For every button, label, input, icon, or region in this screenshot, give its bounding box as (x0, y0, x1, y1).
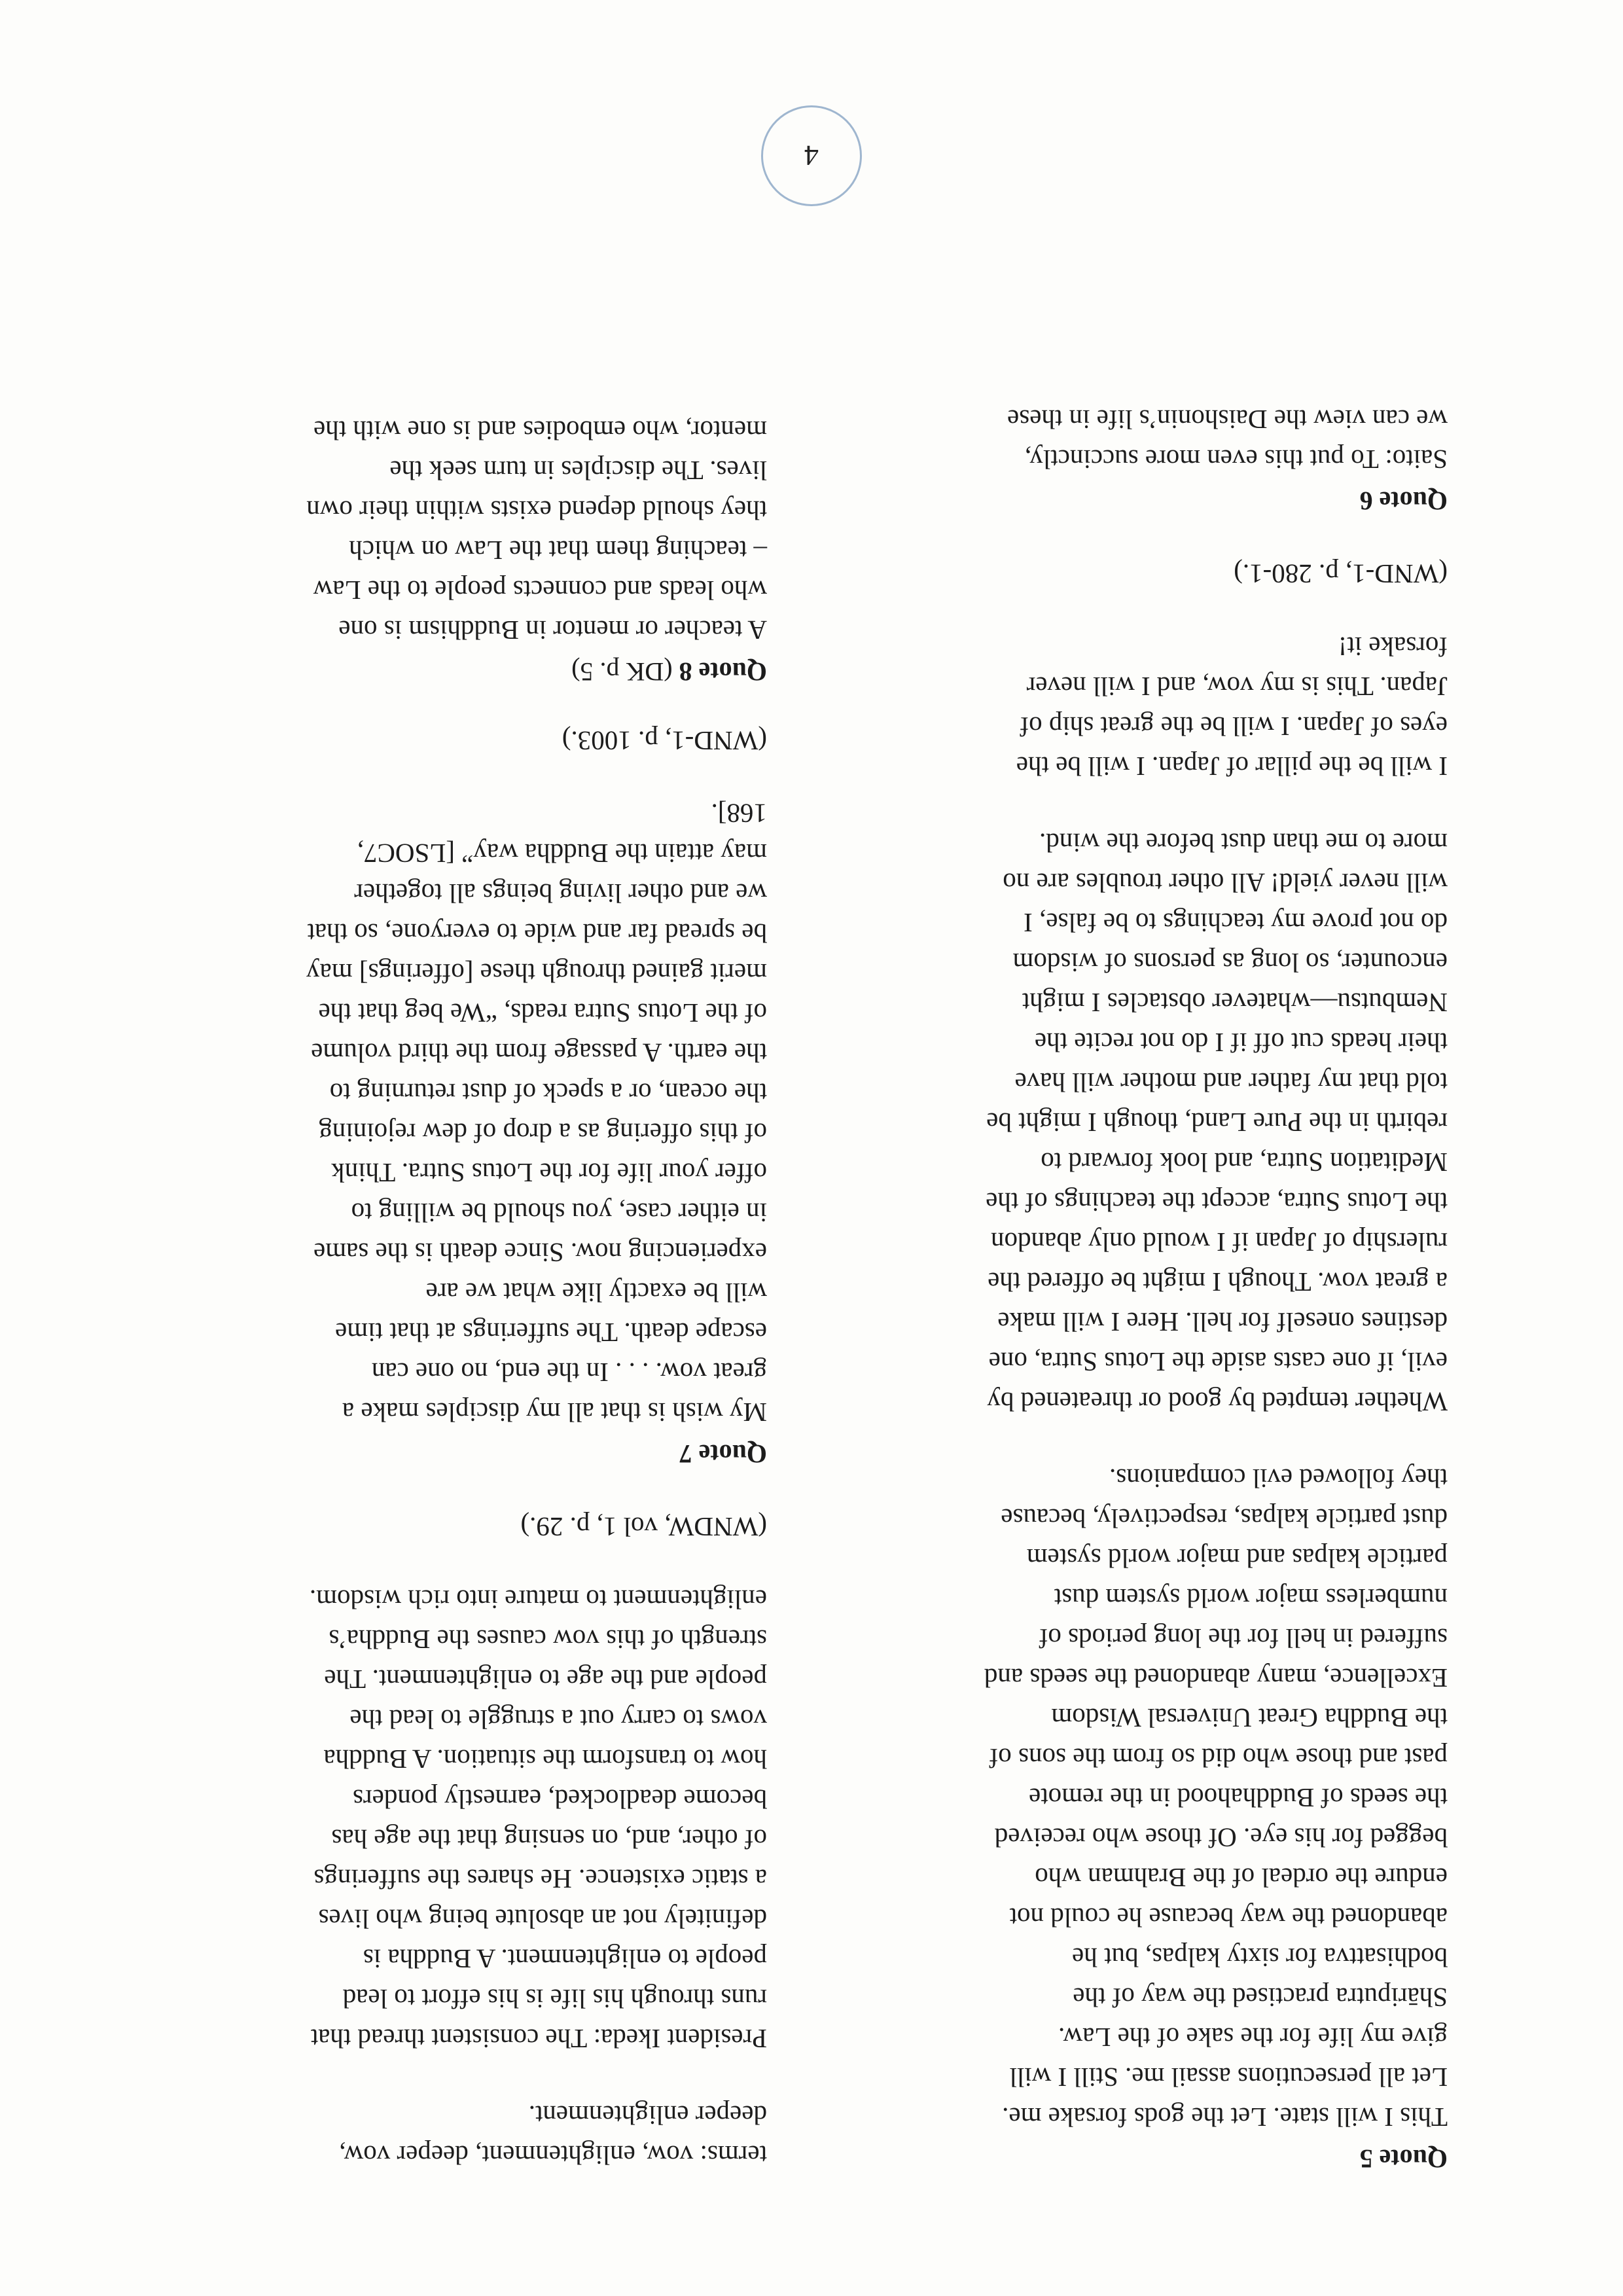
page-number-badge (761, 105, 862, 206)
quote6-heading: Quote 6 (1359, 486, 1448, 516)
quote7-citation: (WND-1, p. 1003.) (562, 726, 767, 756)
quote7-body: My wish is that all my disciples make a great vow. . . . In the end, no one can escape death. The sufferings at that time will be exactly like what we are experiencing now. Since death is the same in either case, you should be willing to offer your life for the Lotus Sutra. Think of this offering as a drop of dew rejoining the ocean, or a speck of dust returning to the earth. A passage from the third volume of the Lotus Sutra reads, “We beg that the merit gained through these [offerings] may be spread far and wide to everyone, so that we and other living beings all together may attain the Buddha way” [LSOC7, 168]. (306, 798, 767, 1427)
quote5-heading: Quote 5 (1359, 2144, 1448, 2174)
quote8-heading-source: (DK p. 5) (571, 657, 679, 687)
quote5-citation: (WND-1, p. 280-1.) (1234, 559, 1448, 589)
quote8-heading-label: Quote 8 (679, 657, 767, 687)
quote7-heading: Quote 7 (679, 1439, 767, 1469)
page-number: 4 (804, 139, 819, 172)
ikeda-commentary: President Ikeda: The consistent thread that runs through his life is his effort to lead people to enlightenment. A Buddha is definitely not an absolute being who lives a static existence. He shares the sufferings of other, and, on sensing that the age has become deadlocked, earnestly ponders how to transform the situation. A Buddha vows to carry out a struggle to lead the people and the age to enlightenment. The strength of this vow causes the Buddha’s enlightenment to mature into rich wisdom. (309, 1585, 767, 2054)
quote8-heading (204, 655, 767, 688)
left-column (885, 399, 1448, 2175)
quote5-body-3: I will be the pillar of Japan. I will be the eyes of Japan. I will be the great ship of Japan. This is my vow, and I will never forsake it! (1016, 632, 1448, 781)
quote6-continuation: terms: vow, enlightenment, deeper vow, deeper enlightenment. (339, 2100, 767, 2170)
quote6-citation: (WNDW, vol 1, p. 29.) (520, 1512, 767, 1542)
right-column (204, 410, 767, 2175)
quote6-body: Saito: To put this even more succinctly, we can view the Daishonin’s life in these (1007, 404, 1448, 475)
quote5-body-2: Whether tempted by good or threatened by evil, if one casts aside the Lotus Sutra, one destines oneself for hell. Here I will make a great vow. Though I might be offered the rulership of Japan if I would only abandon the Lotus Sutra, accept the teachings of the Meditation Sutra, and look forward to rebirth in the Pure Land, though I might be told that my father and mother will have their heads cut off if I do not recite the Nembutsu—whatever obstacles I might encounter, so long as persons of wisdom do not prove my teachings to be false, I will never yield! All other troubles are no more to me than dust before the wind. (986, 828, 1448, 1417)
quote5-body: This I will state. Let the gods forsake me. Let all persecutions assail me. Still I will give my life for the sake of the Law. Shāriputra practised the way of the bodhisattva for sixty kalpas, but he abandoned the way because he could not endure the ordeal of the Brahman who begged for his eye. Of those who received the seeds of Buddhahood in the remote past and those who did so from the sons of the Buddha Great Universal Wisdom Excellence, many abandoned the seeds and suffered in hell for the long periods of numberless major world system dust particle kalpas and major world system dust particle kalpas, respectively, because they followed evil companions. (984, 1463, 1448, 2132)
quote8-body: A teacher or mentor in Buddhism is one who leads and connects people to the Law – teaching them that the Law on which they should depend exists within their own lives. The disciples in turn seek the mentor, who embodies and is one with the (306, 416, 767, 645)
